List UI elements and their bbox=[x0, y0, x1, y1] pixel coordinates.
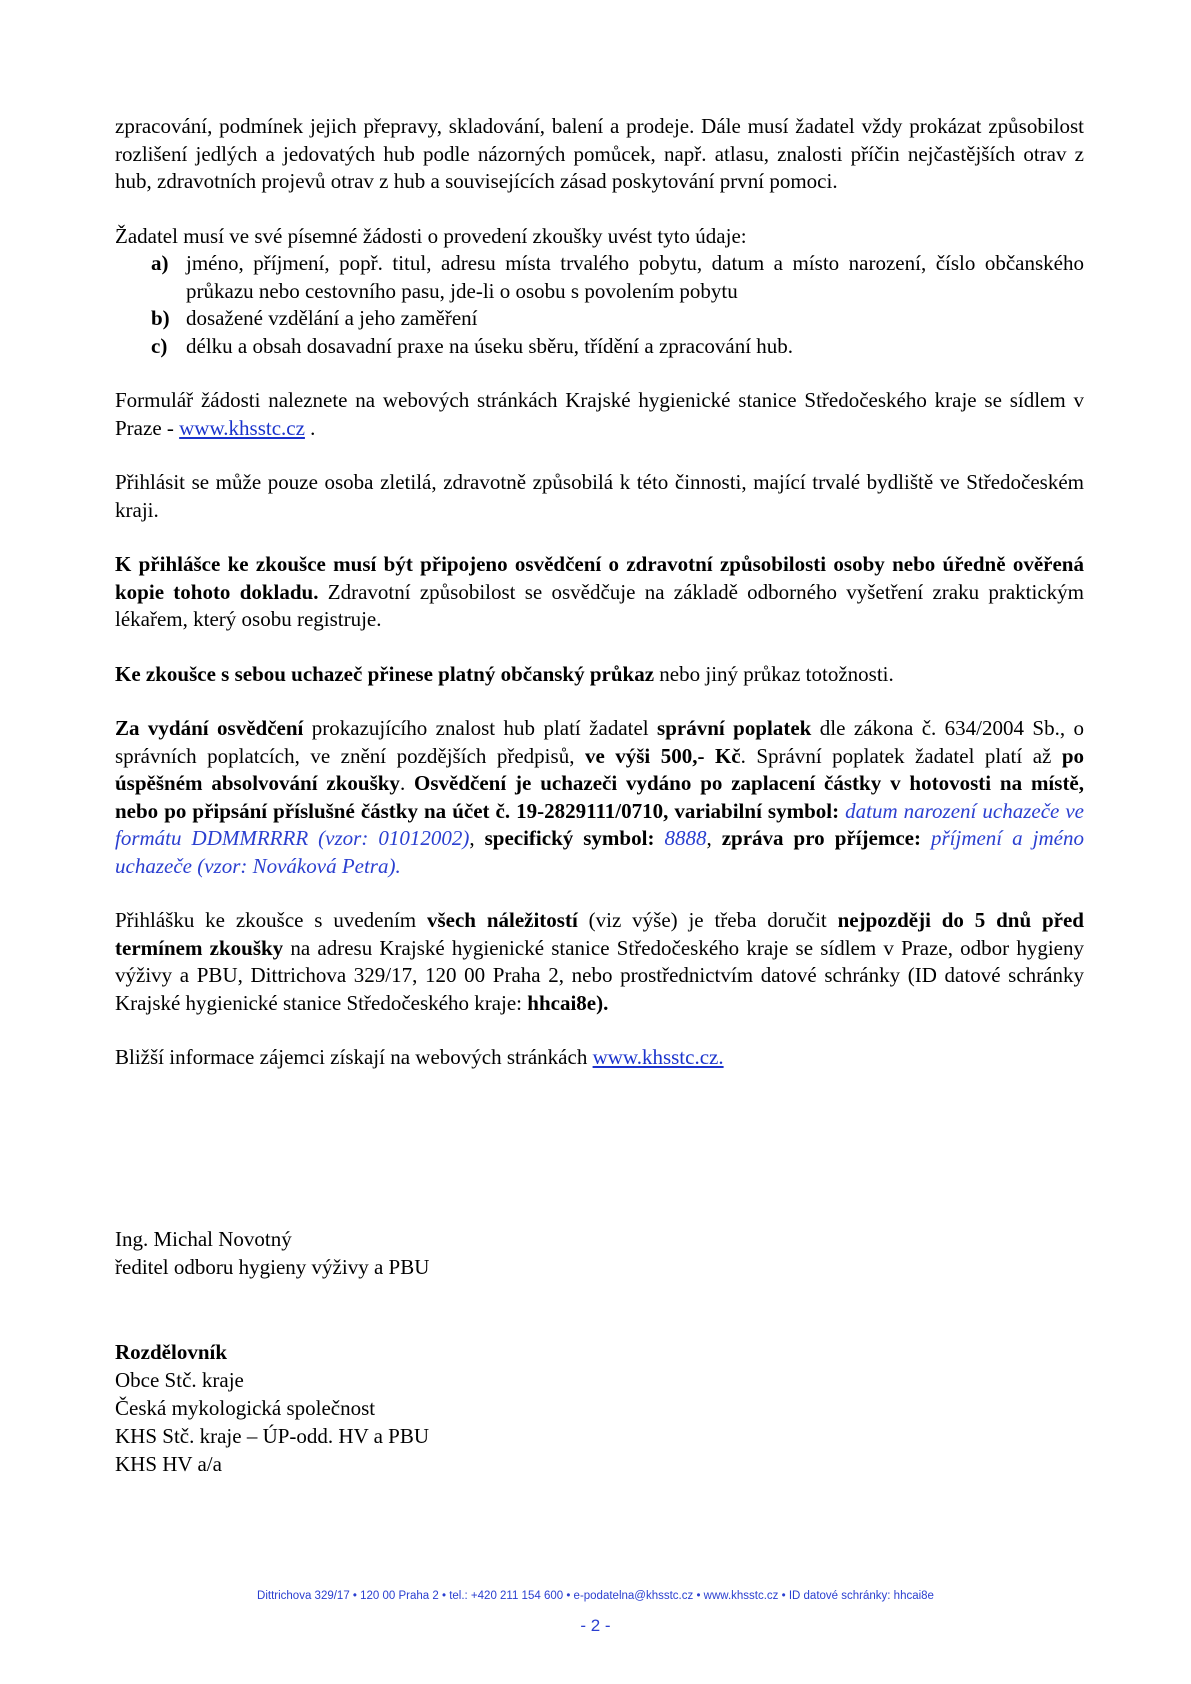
deadline-bold: všech náležitostí bbox=[426, 908, 578, 932]
fee-bold: po úspěšném absolvování zkoušky bbox=[115, 743, 1085, 795]
id-card-paragraph bbox=[115, 661, 1084, 689]
fee-bold: specifický symbol: bbox=[484, 826, 655, 850]
eligibility-paragraph: Přihlásit se může pouze osoba zletilá, zdravotně způsobilá k této činnosti, mající trvalé bydliště ve Středočeském kraji. bbox=[115, 470, 1084, 522]
specific-symbol-value: 8888 bbox=[654, 826, 707, 850]
fee-text: prokazujícího znalost hub platí žadatel bbox=[303, 716, 658, 740]
deadline-bold: nejpozději do 5 dnů před termínem zkoušky bbox=[115, 908, 1084, 960]
khs-website-link[interactable]: www.khsstc.cz bbox=[179, 415, 305, 440]
more-info-paragraph bbox=[115, 1044, 1084, 1072]
form-paragraph bbox=[115, 387, 1084, 442]
application-requirements bbox=[115, 223, 1084, 361]
requirements-list bbox=[115, 250, 1084, 360]
signatory-title: ředitel odboru hygieny výživy a PBU bbox=[115, 1255, 430, 1279]
deadline-paragraph bbox=[115, 907, 1084, 1017]
fee-text: , bbox=[469, 826, 485, 850]
distribution-list bbox=[115, 1338, 429, 1478]
distribution-heading: Rozdělovník bbox=[115, 1340, 228, 1364]
list-marker: a) bbox=[151, 251, 169, 275]
fee-text: dle zákona č. 634/2004 Sb., o správních poplatcích, ve znění pozdějších předpisů, bbox=[115, 716, 1085, 768]
deadline-text: na adresu Krajské hygienické stanice Středočeského kraje se sídlem v Praze, odbor hygieny výživy a PBU, Dittrichova 329/17, 120 00 Praha 2, nebo prostřednictvím datové schránky (ID datové schránky Krajské hygienické stanice Středočeského kraje: bbox=[115, 935, 1084, 1015]
application-lead: Žadatel musí ve své písemné žádosti o provedení zkoušky uvést tyto údaje: bbox=[115, 223, 747, 248]
list-item bbox=[115, 250, 1084, 305]
fee-text: . Správní poplatek žadatel platí až bbox=[740, 743, 1062, 768]
document-body bbox=[115, 113, 1084, 1099]
page-footer: Dittrichova 329/17 • 120 00 Praha 2 • tel.: +420 211 154 600 • e-podatelna@khsstc.cz • www.khsstc.cz • ID datové schránky: hhcai8e bbox=[257, 1590, 934, 1602]
variable-symbol-value: datum narození uchazeče ve formátu DDMMRRRR (vzor: 01012002) bbox=[115, 798, 1084, 850]
list-item-text: dosažené vzdělání a jeho zaměření bbox=[186, 306, 478, 330]
intro-paragraph: zpracování, podmínek jejich přepravy, skladování, balení a prodeje. Dále musí žadatel vždy prokázat způsobilost rozlišení jedlých a jedovatých hub podle názorných pomůcek, např. atlasu, znalosti příčin nejčastějších otrav z hub, zdravotních projevů otrav z hub a souvisejících zásad poskytování první pomoci. bbox=[115, 114, 1084, 193]
distribution-item: Česká mykologická společnost bbox=[115, 1396, 376, 1420]
health-bold: K přihlášce ke zkoušce musí být připojeno osvědčení o zdravotní způsobilosti osoby nebo úředně ověřená kopie tohoto dokladu. bbox=[115, 552, 1084, 604]
fee-bold: zpráva pro příjemce: bbox=[721, 826, 921, 850]
id-card-bold: Ke zkoušce s sebou uchazeč přinese platný občanský průkaz bbox=[115, 661, 655, 686]
signatory-name: Ing. Michal Novotný bbox=[115, 1227, 292, 1251]
khs-website-link[interactable]: www.khsstc.cz. bbox=[592, 1045, 724, 1069]
fee-bold: Osvědčení je uchazeči vydáno po zaplacení částky v hotovosti na místě, nebo po připsání příslušné částky na účet č. 19-2829111/0710, variabilní symbol: bbox=[115, 771, 1085, 823]
list-marker: b) bbox=[151, 306, 170, 330]
fee-bold: správní poplatek bbox=[657, 716, 812, 740]
distribution-item: KHS Stč. kraje – ÚP-odd. HV a PBU bbox=[115, 1424, 430, 1448]
health-text: Zdravotní způsobilost se osvědčuje na základě odborného vyšetření zraku praktickým lékařem, který osobu registruje. bbox=[115, 579, 1084, 631]
id-card-text: nebo jiný průkaz totožnosti. bbox=[654, 661, 894, 686]
page-number: - 2 - bbox=[580, 1616, 611, 1635]
list-marker: c) bbox=[151, 333, 168, 358]
list-item-text: délku a obsah dosavadní praxe na úseku sběru, třídění a zpracování hub. bbox=[186, 333, 794, 358]
fee-text: , bbox=[706, 826, 722, 850]
deadline-bold: hhcai8e). bbox=[527, 990, 609, 1015]
fee-bold: ve výši 500,- Kč bbox=[584, 743, 741, 768]
fee-paragraph bbox=[115, 715, 1084, 880]
list-item-text: jméno, příjmení, popř. titul, adresu místa trvalého pobytu, datum a místo narození, číslo občanského průkazu nebo cestovního pasu, jde-li o osobu s povolením pobytu bbox=[186, 251, 1084, 303]
list-item bbox=[115, 333, 1084, 361]
signature-block bbox=[115, 1225, 429, 1281]
health-paragraph bbox=[115, 551, 1084, 634]
form-text: Formulář žádosti naleznete na webových stránkách Krajské hygienické stanice Středočeského kraje se sídlem v Praze - bbox=[115, 388, 1084, 440]
more-info-text: Bližší informace zájemci získají na webových stránkách bbox=[115, 1045, 593, 1069]
fee-bold: Za vydání osvědčení bbox=[115, 716, 304, 740]
deadline-text: (viz výše) je třeba doručit bbox=[577, 908, 838, 932]
recipient-message-value: příjmení a jméno uchazeče (vzor: Nováková Petra). bbox=[115, 826, 1084, 878]
fee-text: . bbox=[399, 771, 415, 795]
distribution-item: KHS HV a/a bbox=[115, 1452, 222, 1476]
distribution-item: Obce Stč. kraje bbox=[115, 1368, 244, 1392]
list-item bbox=[115, 305, 1084, 333]
deadline-text: Přihlášku ke zkoušce s uvedením bbox=[115, 908, 427, 932]
form-after: . bbox=[304, 415, 316, 440]
